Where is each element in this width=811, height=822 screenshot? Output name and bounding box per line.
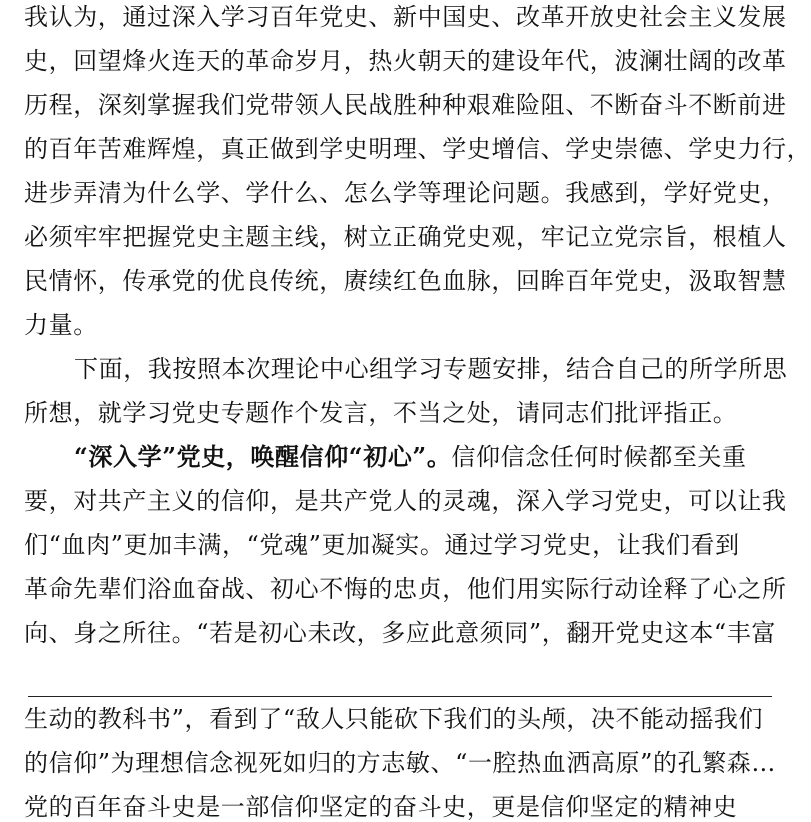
- paragraph-1-line-7: 民情怀，传承党的优良传统，赓续红色血脉，回眸百年党史，汲取智慧: [24, 267, 787, 295]
- paragraph-1-line-2: 史，回望烽火连天的革命岁月，热火朝天的建设年代，波澜壮阔的改革: [24, 47, 787, 75]
- paragraph-3-line-5: 向、身之所往。“若是初心未改，多应此意须同”，翻开党史这本“丰富: [24, 619, 777, 647]
- paragraph-3-heading: “深入学”党史，唤醒信仰“初心”。: [74, 442, 452, 471]
- paragraph-3-line-3: 们“血肉”更加丰满，“党魂”更加凝实。通过学习党史，让我们看到: [24, 531, 740, 559]
- paragraph-1-line-6: 必须牢牢把握党史主题主线，树立正确党史观，牢记立党宗旨，根植人: [24, 223, 787, 251]
- paragraph-2-line-2: 所想，就学习党史专题作个发言，不当之处，请同志们批评指正。: [24, 399, 738, 427]
- paragraph-2-line-1: 下面，我按照本次理论中心组学习专题安排，结合自己的所学所思: [74, 355, 788, 383]
- paragraph-3-line-4: 革命先辈们浴血奋战、初心不悔的忠贞，他们用实际行动诠释了心之所: [24, 575, 787, 603]
- paragraph-3-line-1: [74, 442, 747, 472]
- paragraph-1-line-1: 我认为，通过深入学习百年党史、新中国史、改革开放史社会主义发展: [24, 3, 787, 31]
- next-page-line-1: 生动的教科书”，看到了“敌人只能砍下我们的头颅，决不能动摇我们: [24, 705, 764, 733]
- page-divider: [28, 696, 772, 697]
- paragraph-3-line-2: 要，对共产主义的信仰，是共产党人的灵魂，深入学习党史，可以让我: [24, 487, 787, 515]
- paragraph-1-line-4: 的百年苦难辉煌，真正做到学史明理、学史增信、学史崇德、学史力行，: [24, 135, 811, 163]
- document-page-bottom: [0, 698, 800, 821]
- paragraph-1-line-8: 力量。: [24, 311, 98, 339]
- paragraph-3-first-rest: 信仰信念任何时候都至关重: [451, 443, 747, 471]
- paragraph-1-line-3: 历程，深刻掌握我们党带领人民战胜种种艰难险阻、不断奋斗不断前进: [24, 91, 787, 119]
- paragraph-1-line-5: 进步弄清为什么学、学什么、怎么学等理论问题。我感到，学好党史，: [24, 179, 787, 207]
- next-page-line-3: 党的百年奋斗史是一部信仰坚定的奋斗史，更是信仰坚定的精神史: [24, 793, 738, 821]
- next-page-line-2: 的信仰”为理想信念视死如归的方志敏、“一腔热血洒高原”的孔繁森…: [24, 749, 777, 777]
